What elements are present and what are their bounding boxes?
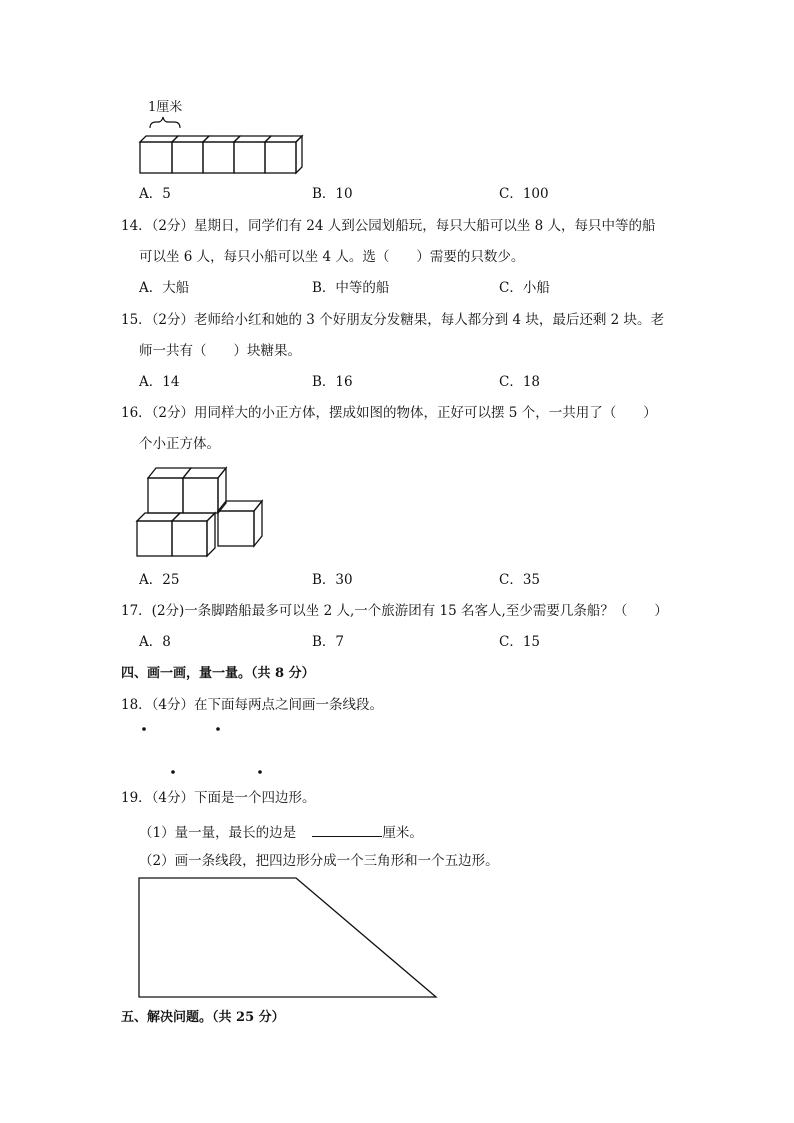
q14-option-c: C．小船 xyxy=(499,280,550,296)
q13-option-b: B．10 xyxy=(312,186,353,202)
q15-option-a: A．14 xyxy=(139,374,180,390)
q17-text: 17．(2分)一条脚踏船最多可以坐 2 人,一个旅游团有 15 名客人,至少需要几条船？（ ） xyxy=(121,603,668,619)
dots-figure xyxy=(136,724,266,774)
q13-option-c: C．100 xyxy=(499,186,549,202)
cube-row-figure xyxy=(136,114,311,174)
q19-sub2: （2）画一条线段，把四边形分成一个三角形和一个五边形。 xyxy=(139,853,499,869)
q15-text-line1: 15．（2分）老师给小红和她的 3 个好朋友分发糖果，每人都分到 4 块，最后还剩 2 块。老 xyxy=(121,312,665,328)
cube-stack-figure xyxy=(136,464,266,559)
section-4-heading: 四、画一画，量一量。（共 8 分） xyxy=(121,666,315,681)
q17-option-a: A．8 xyxy=(139,634,171,650)
q15-option-c: C．18 xyxy=(499,374,541,390)
q15-option-b: B．16 xyxy=(312,374,353,390)
quadrilateral-figure xyxy=(138,877,438,999)
q16-option-c: C．35 xyxy=(499,572,541,588)
q19-text: 19．（4分）下面是一个四边形。 xyxy=(121,790,316,806)
q16-text-line2: 个小正方体。 xyxy=(139,436,220,452)
q13-option-a: A．5 xyxy=(139,186,171,202)
section-5-heading: 五、解决问题。（共 25 分） xyxy=(121,1010,285,1025)
q14-text-line1: 14．（2分）星期日，同学们有 24 人到公园划船玩，每只大船可以坐 8 人，每只中等的船 xyxy=(121,218,656,234)
q19-sub1-suffix: 厘米。 xyxy=(382,825,423,841)
answer-blank[interactable] xyxy=(312,824,382,837)
q14-option-b: B．中等的船 xyxy=(312,280,390,296)
q16-option-a: A．25 xyxy=(139,572,180,588)
q14-option-a: A．大船 xyxy=(139,280,190,296)
q19-sub1-prefix: （1）量一量，最长的边是 xyxy=(139,825,297,841)
ruler-label: 1厘米 xyxy=(148,100,183,115)
q16-text-line1: 16．（2分）用同样大的小正方体，摆成如图的物体，正好可以摆 5 个，一共用了（ ） xyxy=(121,405,657,421)
q16-option-b: B．30 xyxy=(312,572,353,588)
q17-option-c: C．15 xyxy=(499,634,541,650)
q17-option-b: B．7 xyxy=(312,634,345,650)
q19-sub1 xyxy=(139,824,423,841)
q14-text-line2: 可以坐 6 人，每只小船可以坐 4 人。选（ ）需要的只数少。 xyxy=(139,249,525,265)
q18-text: 18．（4分）在下面每两点之间画一条线段。 xyxy=(121,697,384,713)
q15-text-line2: 师一共有（ ）块糖果。 xyxy=(139,343,301,359)
